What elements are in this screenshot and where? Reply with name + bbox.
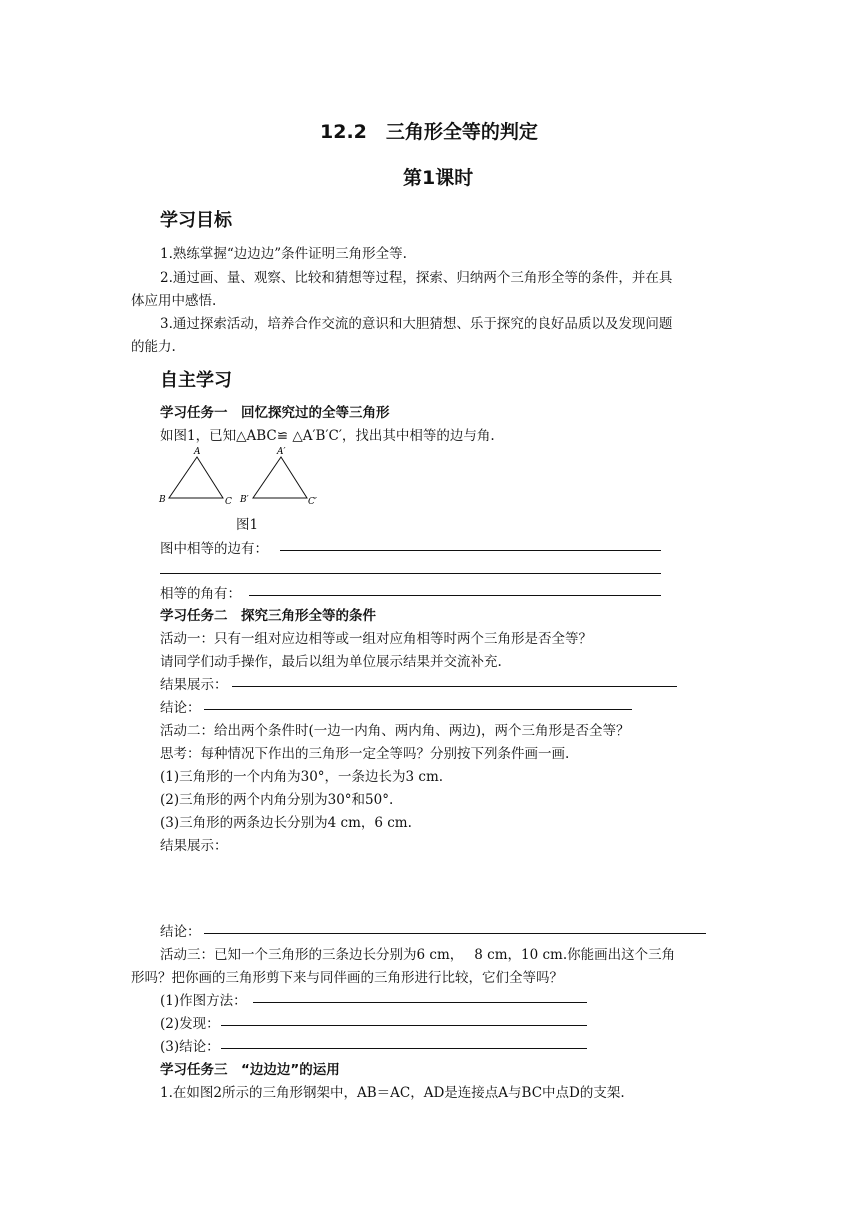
result-label-2: 结果展示： [160, 838, 228, 854]
conclusion-3-blank[interactable] [221, 1048, 587, 1049]
condition-3: (3)三角形的两条边长分别为4 cm，6 cm. [160, 815, 412, 831]
conclusion-blank[interactable] [204, 709, 632, 710]
label-a: A [194, 447, 201, 457]
conclusion-3-label: (3)结论： [160, 1039, 220, 1055]
find-blank[interactable] [221, 1025, 587, 1026]
task1-title: 学习任务一 回忆探究过的全等三角形 [160, 405, 390, 421]
goal-3-line-1: 3.通过探索活动，培养合作交流的意识和大胆猜想、乐于探究的良好品质以及发现问题 [160, 316, 673, 332]
page-subtitle: 第1课时 [403, 167, 474, 189]
goal-2-line-1: 2.通过画、量、观察、比较和猜想等过程，探索、归纳两个三角形全等的条件，并在具 [160, 270, 673, 286]
label-b-prime: B′ [240, 495, 249, 505]
activity-1: 活动一：只有一组对应边相等或一组对应角相等时两个三角形是否全等？ [160, 631, 592, 647]
method-blank[interactable] [253, 1002, 587, 1003]
activity-1-instruction: 请同学们动手操作，最后以组为单位展示结果并交流补充. [160, 654, 502, 670]
conclusion-label-2: 结论： [160, 924, 201, 940]
result-label: 结果展示： [160, 677, 228, 693]
result-blank[interactable] [232, 686, 677, 687]
goals-heading: 学习目标 [160, 210, 232, 231]
figure-1-caption: 图1 [236, 517, 259, 533]
equal-sides-blank-2[interactable] [160, 573, 661, 574]
triangle-abc [169, 457, 223, 498]
label-b: B [159, 495, 166, 505]
equal-sides-blank-1[interactable] [280, 550, 661, 551]
method-label: (1)作图方法： [160, 993, 247, 1009]
condition-2: (2)三角形的两个内角分别为30°和50°. [160, 792, 394, 808]
triangle-a1b1c1 [253, 457, 307, 498]
label-a-prime: A′ [277, 447, 286, 457]
label-c-prime: C′ [308, 497, 317, 507]
page-title: 12.2 三角形全等的判定 [320, 121, 538, 143]
task1-text: 如图1，已知△ABC≌ △A′B′C′，找出其中相等的边与角. [160, 428, 495, 444]
think-text: 思考：每种情况下作出的三角形一定全等吗？分别按下列条件画一画. [160, 746, 570, 762]
task3-title: 学习任务三 “边边边”的运用 [160, 1062, 340, 1078]
task2-title: 学习任务二 探究三角形全等的条件 [160, 608, 376, 624]
self-study-heading: 自主学习 [160, 370, 232, 391]
figure-1-triangles [155, 444, 325, 510]
goal-3-line-2: 的能力. [131, 339, 176, 355]
conclusion-blank-2[interactable] [204, 933, 706, 934]
goal-2-line-2: 体应用中感悟. [131, 293, 217, 309]
find-label: (2)发现： [160, 1016, 220, 1032]
condition-1: (1)三角形的一个内角为30°，一条边长为3 cm. [160, 769, 444, 785]
activity-3-line-1: 活动三：已知一个三角形的三条边长分别为6 cm， 8 cm，10 cm.你能画出这个三角 [160, 947, 676, 963]
task3-text: 1.在如图2所示的三角形钢架中，AB＝AC，AD是连接点A与BC中点D的支架. [160, 1085, 625, 1101]
label-c: C [225, 497, 232, 507]
equal-sides-label: 图中相等的边有： [160, 541, 268, 557]
equal-angles-label: 相等的角有： [160, 586, 241, 602]
activity-3-line-2: 形吗？把你画的三角形剪下来与同伴画的三角形进行比较，它们全等吗？ [131, 970, 563, 986]
goal-1: 1.熟练掌握“边边边”条件证明三角形全等. [160, 246, 407, 262]
equal-angles-blank[interactable] [249, 595, 661, 596]
activity-2: 活动二：给出两个条件时(一边一内角、两内角、两边)，两个三角形是否全等？ [160, 723, 630, 739]
conclusion-label: 结论： [160, 700, 201, 716]
